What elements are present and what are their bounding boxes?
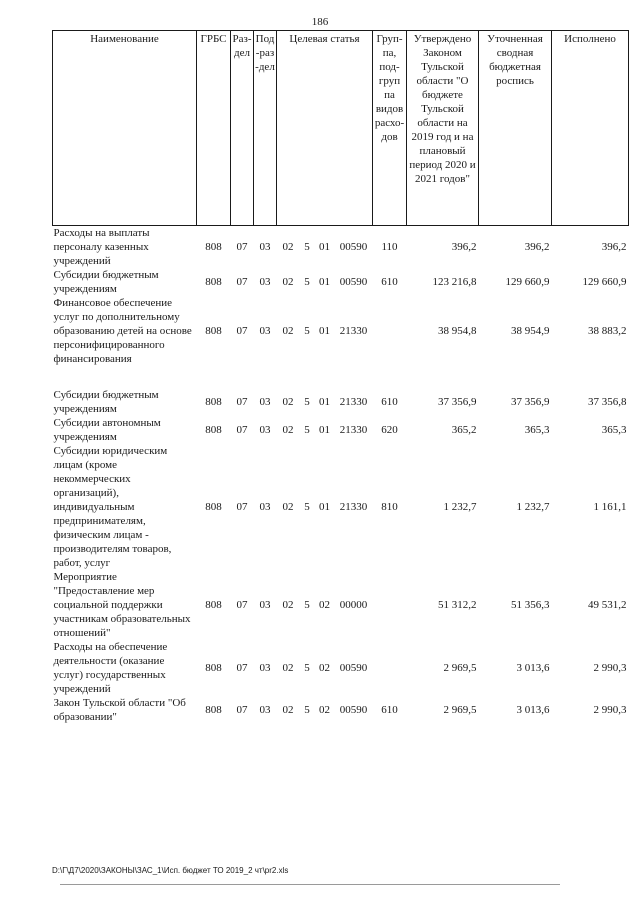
- row-celevaya-program: 02: [282, 241, 294, 253]
- row-name: Финансовое обеспечение услуг по дополнительному образованию детей на основе персонифицированного финансирования: [53, 297, 192, 365]
- row-executed: 2 990,3: [593, 704, 627, 716]
- row-celevaya-event: 01: [319, 396, 330, 408]
- table-row: [53, 268, 629, 296]
- row-approved: 123 216,8: [432, 276, 477, 288]
- row-vid-rashodov: [373, 640, 407, 696]
- row-celevaya-type: 5: [304, 662, 310, 674]
- row-razdel: 07: [236, 599, 248, 611]
- header-vid-rashodov: Груп-па, под-груп па видов расхо-дов: [373, 31, 407, 226]
- row-celevaya-event: 01: [319, 276, 330, 288]
- row-vid-rashodov: 110: [381, 241, 398, 253]
- row-refined: 129 660,9: [505, 276, 550, 288]
- row-approved: 51 312,2: [438, 599, 477, 611]
- row-celevaya-program: 02: [282, 501, 294, 513]
- row-name: Субсидии юридическим лицам (кроме некоммерческих организаций), индивидуальным предпринимателям, физическим лицам - производителям товаров, работ, услуг: [53, 445, 172, 569]
- row-executed: 396,2: [601, 241, 627, 253]
- table-row: [53, 696, 629, 724]
- table-row: [53, 296, 629, 388]
- row-podrazdel: 03: [259, 599, 271, 611]
- row-celevaya-event: 02: [319, 599, 330, 611]
- row-razdel: 07: [236, 276, 248, 288]
- row-approved: 37 356,9: [438, 396, 477, 408]
- row-refined: 365,3: [524, 424, 550, 436]
- row-razdel: 07: [236, 662, 248, 674]
- row-executed: 365,3: [601, 424, 627, 436]
- row-celevaya-direction: 00000: [339, 599, 368, 611]
- row-celevaya-type: 5: [304, 325, 310, 337]
- table-body: [53, 226, 629, 725]
- row-razdel: 07: [236, 396, 248, 408]
- row-podrazdel: 03: [259, 276, 271, 288]
- row-podrazdel: 03: [259, 396, 271, 408]
- table-row: [53, 388, 629, 416]
- table-row: [53, 226, 629, 269]
- row-approved: 1 232,7: [443, 501, 477, 513]
- row-vid-rashodov: 610: [381, 276, 398, 288]
- row-vid-rashodov: 620: [381, 424, 398, 436]
- row-celevaya-direction: 00590: [339, 276, 368, 288]
- row-celevaya-event: 01: [319, 424, 330, 436]
- row-name: Расходы на выплаты персоналу казенных учреждений: [53, 227, 150, 267]
- row-celevaya-direction: 00590: [339, 704, 368, 716]
- row-vid-rashodov: 810: [381, 501, 398, 513]
- row-celevaya-event: 01: [319, 501, 330, 513]
- row-celevaya-program: 02: [282, 599, 294, 611]
- row-refined: 1 232,7: [516, 501, 550, 513]
- header-grbs: ГРБС: [197, 31, 231, 226]
- header-celevaya-statya: Целевая статья: [277, 31, 373, 226]
- row-podrazdel: 03: [259, 662, 271, 674]
- header-refined: Уточненная сводная бюджетная роспись: [479, 31, 552, 226]
- row-refined: 396,2: [524, 241, 550, 253]
- row-celevaya-direction: 00590: [339, 241, 368, 253]
- row-celevaya-program: 02: [282, 276, 294, 288]
- row-grbs: 808: [205, 276, 222, 288]
- row-podrazdel: 03: [259, 704, 271, 716]
- table-row: [53, 570, 629, 640]
- row-approved: 365,2: [451, 424, 477, 436]
- row-vid-rashodov: 610: [381, 704, 398, 716]
- header-podrazdel: Под-раз-дел: [254, 31, 277, 226]
- page-number: 186: [311, 16, 329, 28]
- row-vid-rashodov: [373, 296, 407, 388]
- row-celevaya-type: 5: [304, 396, 310, 408]
- row-refined: 37 356,9: [511, 396, 550, 408]
- row-razdel: 07: [236, 704, 248, 716]
- row-celevaya-program: 02: [282, 424, 294, 436]
- row-grbs: 808: [205, 662, 222, 674]
- row-celevaya-type: 5: [304, 599, 310, 611]
- header-razdel: Раз-дел: [231, 31, 254, 226]
- row-grbs: 808: [205, 325, 222, 337]
- row-podrazdel: 03: [259, 325, 271, 337]
- row-podrazdel: 03: [259, 501, 271, 513]
- row-celevaya-program: 02: [282, 662, 294, 674]
- row-grbs: 808: [205, 599, 222, 611]
- row-celevaya-event: 02: [319, 704, 330, 716]
- row-podrazdel: 03: [259, 424, 271, 436]
- row-celevaya-type: 5: [304, 241, 310, 253]
- row-celevaya-direction: 00590: [339, 662, 368, 674]
- row-celevaya-event: 01: [319, 325, 330, 337]
- row-grbs: 808: [205, 424, 222, 436]
- row-refined: 38 954,9: [511, 325, 550, 337]
- row-razdel: 07: [236, 325, 248, 337]
- row-celevaya-event: 02: [319, 662, 330, 674]
- row-approved: 38 954,8: [438, 325, 477, 337]
- row-refined: 3 013,6: [516, 704, 550, 716]
- row-celevaya-type: 5: [304, 424, 310, 436]
- row-celevaya-program: 02: [282, 704, 294, 716]
- row-celevaya-event: 01: [319, 241, 330, 253]
- row-name: Субсидии автономным учреждениям: [53, 417, 161, 443]
- row-approved: 2 969,5: [443, 704, 477, 716]
- header-approved: Утверждено Законом Тульской области "О бюджете Тульской области на 2019 год и на плановый период 2020 и 2021 годов": [407, 31, 479, 226]
- row-refined: 51 356,3: [511, 599, 550, 611]
- row-celevaya-program: 02: [282, 325, 294, 337]
- row-razdel: 07: [236, 241, 248, 253]
- row-approved: 2 969,5: [443, 662, 477, 674]
- row-razdel: 07: [236, 424, 248, 436]
- row-celevaya-type: 5: [304, 501, 310, 513]
- header-name: Наименование: [53, 31, 197, 226]
- row-razdel: 07: [236, 501, 248, 513]
- row-celevaya-type: 5: [304, 704, 310, 716]
- row-name: Мероприятие "Предоставление мер социальной поддержки участникам образовательных отношений": [53, 571, 191, 639]
- row-grbs: 808: [205, 396, 222, 408]
- table-row: [53, 444, 629, 570]
- row-grbs: 808: [205, 241, 222, 253]
- row-celevaya-type: 5: [304, 276, 310, 288]
- row-executed: 38 883,2: [588, 325, 627, 337]
- row-celevaya-direction: 21330: [339, 396, 368, 408]
- row-celevaya-direction: 21330: [339, 501, 368, 513]
- row-vid-rashodov: 610: [381, 396, 398, 408]
- row-name: Закон Тульской области "Об образовании": [53, 697, 186, 723]
- row-refined: 3 013,6: [516, 662, 550, 674]
- row-executed: 129 660,9: [582, 276, 627, 288]
- file-path: D:\Г\Д7\2020\ЗАКОНЫ\ЗАС_1\Исп. бюджет ТО 2019_2 чт\pr2.xls: [52, 866, 289, 875]
- row-podrazdel: 03: [259, 241, 271, 253]
- row-grbs: 808: [205, 501, 222, 513]
- row-grbs: 808: [205, 704, 222, 716]
- row-vid-rashodov: [373, 570, 407, 640]
- row-name: Субсидии бюджетным учреждениям: [53, 269, 159, 295]
- table-row: [53, 416, 629, 444]
- row-celevaya-program: 02: [282, 396, 294, 408]
- row-executed: 37 356,8: [588, 396, 627, 408]
- row-executed: 1 161,1: [593, 501, 627, 513]
- header-executed: Исполнено: [552, 31, 629, 226]
- row-executed: 49 531,2: [588, 599, 627, 611]
- row-name: Расходы на обеспечение деятельности (оказание услуг) государственных учреждений: [53, 641, 168, 695]
- row-celevaya-direction: 21330: [339, 424, 368, 436]
- table-row: [53, 640, 629, 696]
- row-celevaya-direction: 21330: [339, 325, 368, 337]
- row-executed: 2 990,3: [593, 662, 627, 674]
- scan-line-decoration: [60, 884, 560, 885]
- row-name: Субсидии бюджетным учреждениям: [53, 389, 159, 415]
- table-header: [53, 31, 629, 226]
- budget-table: [52, 30, 629, 724]
- row-approved: 396,2: [451, 241, 477, 253]
